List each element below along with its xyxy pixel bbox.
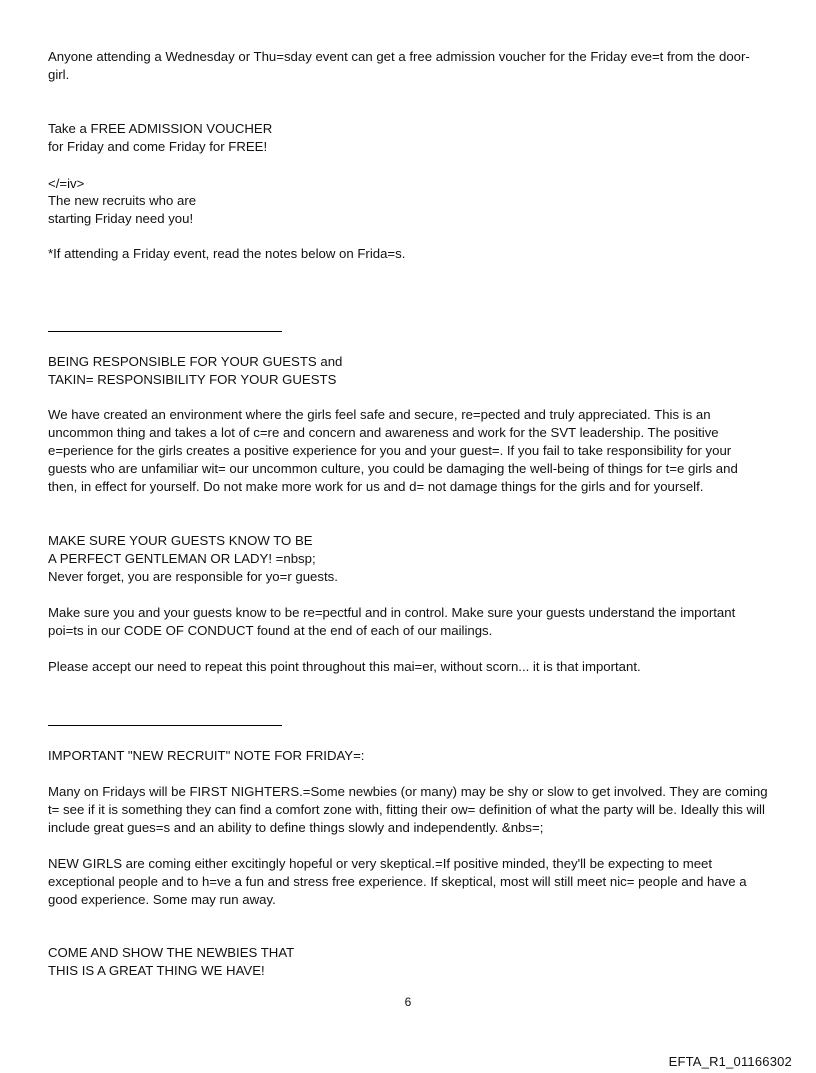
first-nighters-paragraph: Many on Fridays will be FIRST NIGHTERS.=Some newbies (or many) may be shy or slow to get involved. They are coming t= see if it is something they can find a comfort zone with, fitting their ow= definition of what the party will be. Ideally this will include great gues=s and an ability to define things slowly and independently. &nbs=; [48,784,768,835]
guests-heading-2: A PERFECT GENTLEMAN OR LADY! =nbsp; [48,551,316,566]
section-divider-2 [48,725,282,726]
voucher-line-2: for Friday and come Friday for FREE! [48,139,268,154]
page-number: 6 [404,995,412,1009]
section-heading-responsible-2: TAKIN= RESPONSIBILITY FOR YOUR GUESTS [48,372,337,387]
closing-line-1: COME AND SHOW THE NEWBIES THAT [48,945,295,960]
new-girls-paragraph: NEW GIRLS are coming either excitingly hopeful or very skeptical.=If positive minded, they'll be expecting to meet exceptional people and to h=ve a fun and stress free experience. If skeptical, most will still meet nic= people and have a good experience. Some may run away. [48,856,747,907]
repeat-point-paragraph: Please accept our need to repeat this point throughout this mai=er, without scorn... it is that important. [48,659,641,674]
friday-note: *If attending a Friday event, read the notes below on Frida=s. [48,246,406,261]
recruits-line-1: The new recruits who are [48,193,197,208]
stray-tag-line: </=iv> [48,176,85,191]
voucher-line-1: Take a FREE ADMISSION VOUCHER [48,121,273,136]
recruits-line-2: starting Friday need you! [48,211,194,226]
bates-number: EFTA_R1_01166302 [668,1054,792,1069]
closing-line-2: THIS IS A GREAT THING WE HAVE! [48,963,265,978]
new-recruit-heading: IMPORTANT "NEW RECRUIT" NOTE FOR FRIDAY=: [48,748,365,763]
respectful-paragraph: Make sure you and your guests know to be re=pectful and in control. Make sure your guests understand the important poi=ts in our CODE OF CONDUCT found at the end of each of our mailings. [48,605,736,638]
section-divider-1 [48,331,282,332]
guests-heading-3: Never forget, you are responsible for yo=r guests. [48,569,338,584]
environment-paragraph: We have created an environment where the girls feel safe and secure, re=pected and truly appreciated. This is an uncommon thing and takes a lot of c=re and concern and awareness and work for the SVT leadership. The positive e=perience for the girls creates a positive experience for you and your guest=. If you fail to take responsibility for your guests who are unfamiliar wit= our uncommon culture, you could be damaging the well-being of things for t=e girls and then, in effect for yourself. Do not make more work for us and d= not damage things for the girls and for yourself. [48,407,738,494]
guests-heading-1: MAKE SURE YOUR GUESTS KNOW TO BE [48,533,313,548]
intro-paragraph: Anyone attending a Wednesday or Thu=sday event can get a free admission voucher for the Friday eve=t from the door-girl. [48,49,750,82]
section-heading-responsible-1: BEING RESPONSIBLE FOR YOUR GUESTS and [48,354,343,369]
